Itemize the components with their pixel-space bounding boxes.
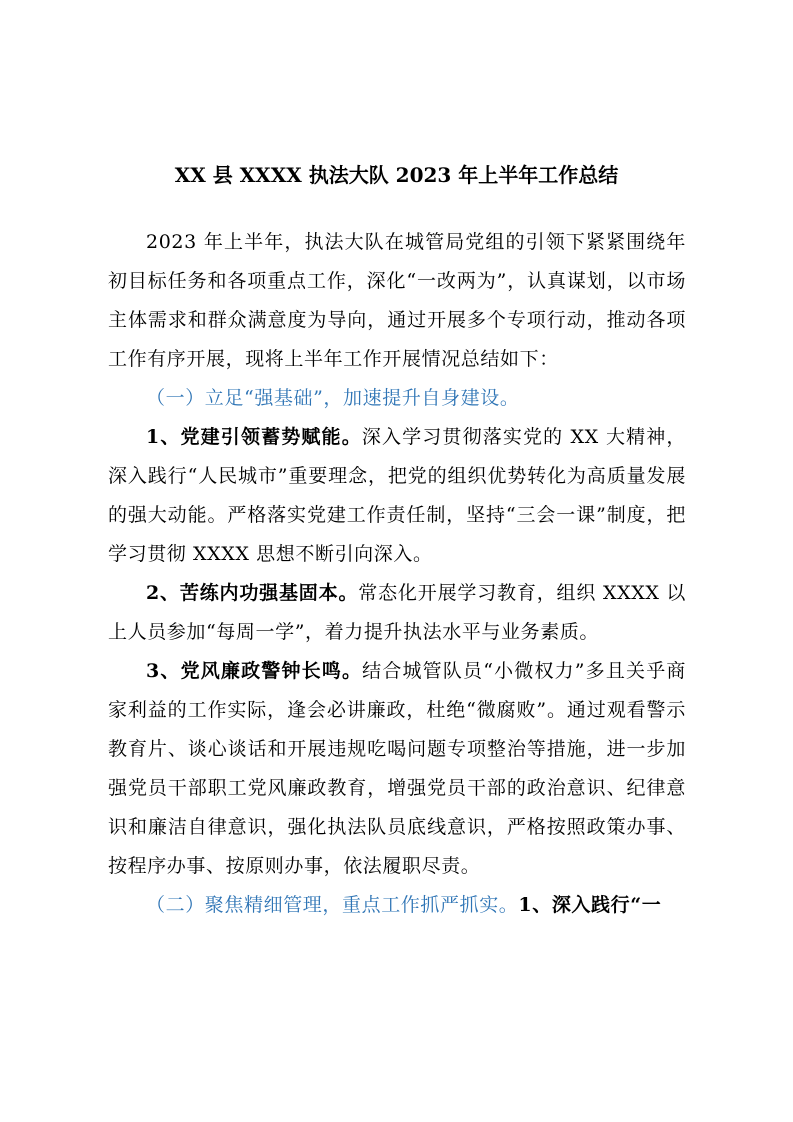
item-text-3: 结合城管队员“小微权力”多且关乎商家利益的工作实际，逢会必讲廉政，杜绝“微腐败”。通过观看警示教育片、谈心谈话和开展违规吃喝问题专项整治等措施，进一步加强党员干部职工党风廉政教育，增强党员干部的政治意识、纪律意识和廉洁自律意识，强化执法队员底线意识，严格按照政策办事、按程序办事、按原则办事，依法履职尽责。 bbox=[108, 660, 686, 877]
item-paragraph-2 bbox=[108, 574, 686, 652]
item-lead-3: 3、党风廉政警钟长鸣。 bbox=[146, 660, 363, 682]
item-lead-1: 1、党建引领蓄势赋能。 bbox=[146, 426, 362, 448]
document-body bbox=[108, 223, 686, 925]
section-heading-1: （一）立足“强基础”，加速提升自身建设。 bbox=[146, 387, 520, 409]
section-paragraph-2 bbox=[108, 886, 686, 925]
document-title: XX 县 XXXX 执法大队 2023 年上半年工作总结 bbox=[174, 163, 619, 187]
item-paragraph-3 bbox=[108, 652, 686, 886]
item-lead-2: 2、苦练内功强基固本。 bbox=[146, 582, 359, 604]
item-text-1: 深入学习贯彻落实党的 XX 大精神，深入践行“人民城市”重要理念，把党的组织优势转化为高质量发展的强大动能。严格落实党建工作责任制，坚持“三会一课”制度，把学习贯彻 XXXX 思想不断引向深入。 bbox=[108, 426, 686, 565]
item-text-2: 常态化开展学习教育，组织 XXXX 以上人员参加“每周一学”，着力提升执法水平与业务素质。 bbox=[108, 582, 686, 643]
section-heading-2: （二）聚焦精细管理，重点工作抓严抓实。 bbox=[146, 894, 519, 916]
item-lead-4: 1、深入践行“一 bbox=[518, 894, 662, 916]
intro-paragraph: 2023 年上半年，执法大队在城管局党组的引领下紧紧围绕年初目标任务和各项重点工作，深化“一改两为”，认真谋划，以市场主体需求和群众满意度为导向，通过开展多个专项行动，推动各项工作有序开展，现将上半年工作开展情况总结如下： bbox=[108, 231, 686, 370]
item-paragraph-1 bbox=[108, 418, 686, 574]
